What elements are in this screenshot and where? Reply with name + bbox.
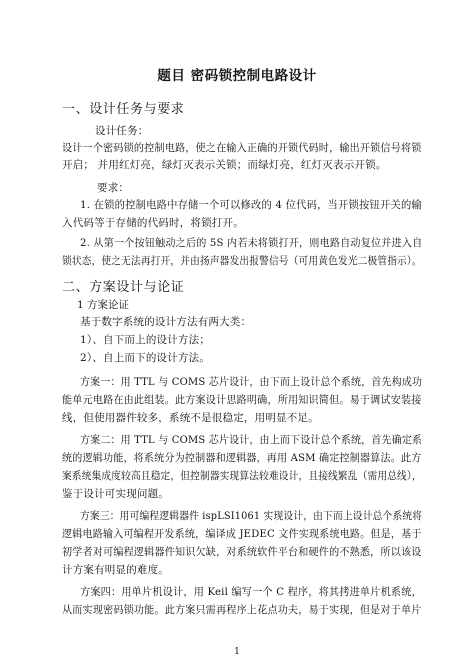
- page-number: 1: [234, 647, 240, 657]
- plan-line: 统的逻辑功能，将系统分为控制器和逻辑器，再用 ASM 确定控制器算法。此方: [62, 452, 422, 464]
- task-line: 设计一个密码锁的控制电路，使之在输入正确的开锁代码时，输出开锁信号将锁: [62, 142, 422, 154]
- task-line: 开启； 并用红灯亮，绿灯灭表示关锁；而绿灯亮，红灯灭表示开锁。: [62, 159, 387, 171]
- requirement-line: 锁状态，使之无法再打开，并由扬声器发出报警信号（可用黄色发光二极管指示）。: [62, 255, 422, 267]
- plan-line: 逻辑电路输入可编程开发系统，编译成 JEDEC 文件实现系统电路。但是，基于: [62, 528, 422, 540]
- subsection-heading: 1 方案论证: [77, 299, 130, 311]
- paragraph-line: 基于数字系统的设计方法有两大类：: [80, 316, 252, 328]
- plan-line: 方案二：用 TTL 与 COMS 芯片设计，由上而下设计总个系统，首先确定系: [80, 434, 423, 446]
- section-heading-2: 二、方案设计与论证: [62, 280, 185, 295]
- requirement-line: 1. 在锁的控制电路中存储一个可以修改的 4 位代码，当开锁按钮开关的输: [80, 199, 422, 211]
- req-label: 要求：: [97, 182, 130, 194]
- plan-line: 从而实现密码锁功能。此方案只需再程序上花点功夫，易于实现，但是对于单片: [62, 604, 422, 616]
- plan-line: 线，但使用器件较多，系统不是很稳定，用明显不足。: [62, 412, 319, 424]
- plan-line: 方案四：用单片机设计，用 Keil 编写一个 C 程序，将其拷进单片机系统，: [80, 586, 422, 598]
- method-item: 2）、自上而下的设计方法。: [80, 352, 211, 364]
- task-label: 设计任务：: [95, 125, 149, 137]
- requirement-line: 2. 从第一个按钮触动之后的 5S 内若未将锁打开，则电路自动复位并进入自: [80, 237, 423, 249]
- plan-line: 能单元电路在由此组装。此方案设计思路明确，所用知识简但。易于调试安装接: [62, 394, 422, 406]
- plan-line: 计方案有明显的难度。: [62, 564, 169, 576]
- method-item: 1）、自下而上的设计方法；: [80, 334, 211, 346]
- page-title: 题目 密码锁控制电路设计: [157, 68, 317, 84]
- plan-line: 方案一：用 TTL 与 COMS 芯片设计，由下而上设计总个系统，首先构成功: [80, 376, 423, 388]
- plan-line: 案系统集成度较高且稳定，但控制器实现算法较难设计，且接线繁乱（需用总线），: [62, 470, 422, 482]
- plan-line: 鉴于设计可实现问题。: [62, 488, 169, 500]
- requirement-line: 入代码等于存储的代码时，将锁打开。: [62, 217, 244, 229]
- plan-line: 初学者对可编程逻辑器件知识欠缺，对系统软件平台和硬件的不熟悉，所以该设: [62, 546, 422, 558]
- plan-line: 方案三：用可编程逻辑器件 ispLSI1061 实现设计，由下而上设计总个系统将: [80, 510, 423, 522]
- section-heading-1: 一、设计任务与要求: [62, 102, 185, 117]
